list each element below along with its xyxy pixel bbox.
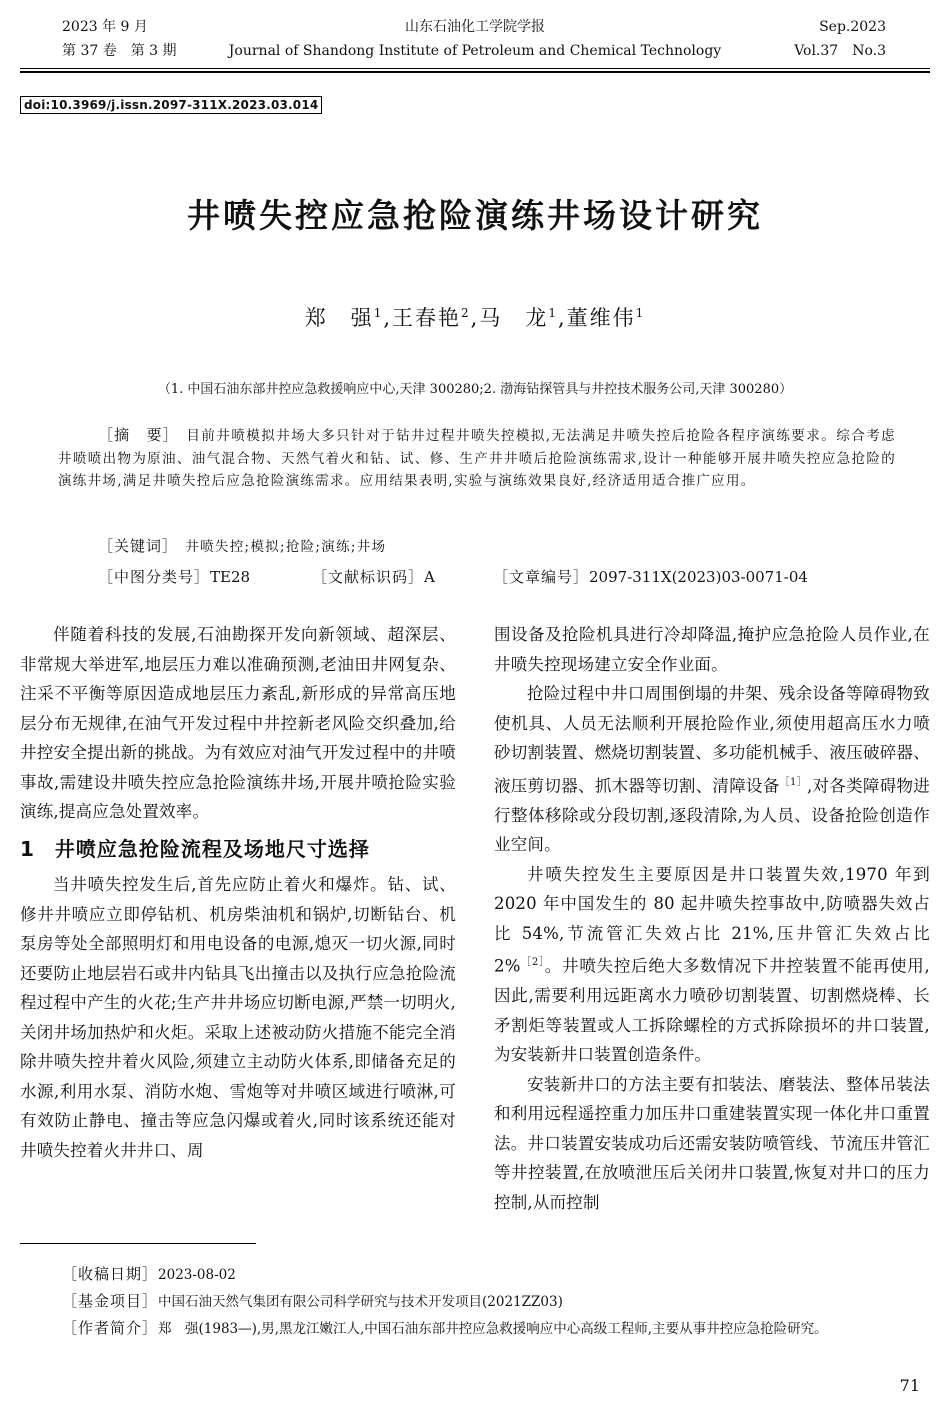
paper-title: 井喷失控应急抢险演练井场设计研究 [187,196,763,235]
document-code: ［文献标识码］A [312,568,435,586]
abstract-label: ［摘 要］ [98,426,172,444]
author: 郑 强$^1$, [304,306,393,330]
keywords-text: 井喷失控;模拟;抢险;演练;井场 [185,539,387,555]
author: 王春艳$^2$, [392,306,480,330]
body-paragraph: 安装新井口的方法主要有扣装法、磨装法、整体吊装法和利用远程遥控重力加压井口重建装置实现一体化井口重置法。井口装置安装成功后还需安装防喷管线、节流压井管汇等井控装置,在放喷泄压后关闭井口装置,恢复对井口的压力控制,从而控制 [494,1074,930,1212]
body-paragraph: 围设备及抢险机具进行冷却降温,掩护应急抢险人员作业,在井喷失控现场建立安全作业面。 [494,625,930,674]
footnote-fund: ［基金项目］中国石油天然气集团有限公司科学研究与技术开发项目(2021ZZ03) [62,1292,563,1310]
article-number: ［文章编号］2097-311X(2023)03-0071-04 [493,568,808,586]
section-heading: 1 井喷应急抢险流程及场地尺寸选择 [20,836,370,861]
body-left-column [20,620,456,1165]
clc-number: ［中图分类号］TE28 [98,568,251,586]
header-rule-thick [20,71,930,73]
journal-name-cn: 山东石油化工学院学报 [405,19,545,35]
affiliation: （1. 中国石油东部井控应急救援响应中心,天津 300280;2. 渤海钻探管具与井控技术服务公司,天津 300280） [157,382,793,397]
doi-box: doi:10.3969/j.issn.2097-311X.2023.03.014 [20,96,322,114]
journal-name-en: Journal of Shandong Institute of Petroleum and Chemical Technology [228,43,722,59]
keywords-label: ［关键词］ [98,537,171,555]
author-list [0,302,950,332]
header-rule [20,68,930,69]
page-number: 71 [899,1376,920,1395]
body-paragraph: 当井喷失控发生后,首先应防止着火和爆炸。钻、试、修井井喷应立即停钻机、机房柴油机和锅炉,切断钻台、机泵房等处全部照明灯和用电设备的电源,熄灭一切火源,同时还要防止地层岩石或井内钻具飞出撞击以及执行应急抢险流程过程中产生的火花;生产井井场应切断电源,严禁一切明火,关闭井场加热炉和火炬。采取上述被动防火措施不能完全消除井喷失控井着火风险,须建立主动防火体系,即储备充足的水源,利用水泵、消防水炮、雪炮等对井喷区域进行喷淋,可有效防止静电、撞击等应急闪爆或着火,同时该系统还能对井喷失控着火井井口、周 [20,875,456,1160]
citation-ref[interactable]: ［2］ [520,957,545,968]
header-date-en: Sep.2023 [819,19,886,35]
abstract-text: 目前井喷模拟井场大多只针对于钻井过程井喷失控模拟,无法满足井喷失控后抢险各程序演练要求。综合考虑井喷喷出物为原油、油气混合物、天然气着火和钻、试、修、生产井井喷后抢险演练需求,设计一种能够开展井喷失控应急抢险的演练井场,满足井喷失控后应急抢险演练需求。应用结果表明,实验与演练效果良好,经济适用适合推广应用。 [58,428,896,489]
body-paragraph: 抢险过程中井口周围倒塌的井架、残余设备等障碍物致使机具、人员无法顺利开展抢险作业,须使用超高压水力喷砂切割装置、燃烧切割装置、多功能机械手、液压破碎器、液压剪切器、抓木器等切割、清障设备$^{[1]}$,对各类障碍物进行整体移除或分段切割,逐段清除,为人员、设备抢险创造作业空间。 [494,684,930,854]
author: 董维伟$^1$ [566,306,646,330]
footnote-rule [20,1243,256,1244]
keywords [58,535,896,559]
body-right-column [494,620,930,1217]
header-volume-en: Vol.37 No.3 [794,43,886,59]
author: 马 龙$^1$, [479,306,567,330]
footnote-author-bio: ［作者简介］郑 强(1983—),男,黑龙江嫩江人,中国石油东部井控应急救援响应中心高级工程师,主要从事井控应急抢险研究。 [62,1319,828,1337]
abstract [58,424,896,493]
header-volume: 第 37 卷 第 3 期 [62,43,177,59]
body-paragraph: 井喷失控发生主要原因是井口装置失效,1970 年到 2020 年中国发生的 80 起井喷失控事故中,防喷器失效占比 54%,节流管汇失效占比 21%,压井管汇失效占比 2%$^{[2]}$。井喷失控后绝大多数情况下井控装置不能再使用,因此,需要利用远距离水力喷砂切割装置、切割燃烧棒、长矛割炬等装置或人工拆除螺栓的方式拆除损坏的井口装置,为安装新井口装置创造条件。 [494,864,930,1064]
header-date: 2023 年 9 月 [62,19,148,35]
citation-ref[interactable]: ［1］ [779,776,807,788]
intro-paragraph: 伴随着科技的发展,石油勘探开发向新领域、超深层、非常规大举进军,地层压力难以准确预测,老油田井网复杂、注采不平衡等原因造成地层压力紊乱,新形成的异常高压地层分布无规律,在油气开发过程中井控新老风险交织叠加,给井控安全提出新的挑战。为有效应对油气开发过程中的井喷事故,需建设井喷失控应急抢险演练井场,开展井喷抢险实验演练,提高应急处置效率。 [20,625,456,821]
footnote-received: ［收稿日期］2023-08-02 [62,1265,236,1283]
